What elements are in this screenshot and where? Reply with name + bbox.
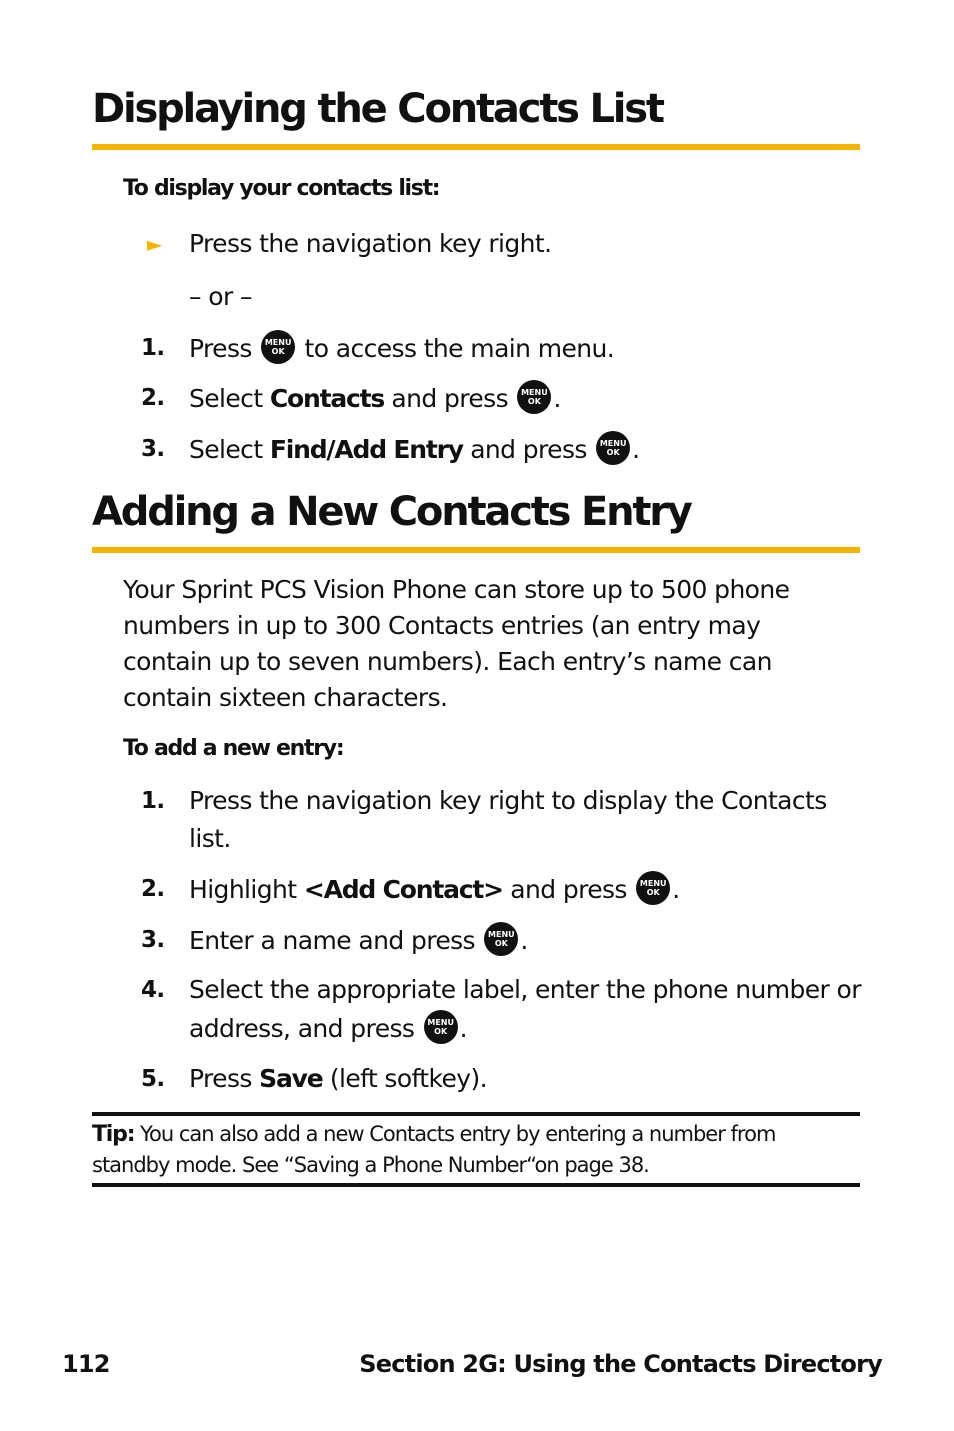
or-separator: – or –: [189, 282, 252, 311]
tip-label: Tip:: [92, 1122, 135, 1147]
tip-box: [92, 1119, 860, 1180]
subhead-display: To display your contacts list:: [123, 176, 440, 201]
menu-ok-key-icon: MENU OK: [636, 871, 670, 905]
subhead-add: To add a new entry:: [123, 736, 344, 761]
tip-top-rule: [92, 1112, 860, 1116]
manual-page: Displaying the Contacts List To display your contacts list: ► Press the navigation key right. – or – 1. Press MENU OK to access the main menu. 2. Select Contacts and press MENU OK . 3. Select Find/Add Entry and press MENU OK . Adding a New Contacts Entry Your Sprint PCS Vision Phone can store up to 500 phone numbers in up to 300 Contacts entries (an entry may contain up to seven numbers). Each entry’s name can contain sixteen characters. To add a new entry: 1. Press the navigation key right to display the Contacts list. 2. Highlight <Add Contact> and press MENU OK . 3. Enter a name and press MENU OK . 4. Select the appropriate label, enter the phone number or address, and press MENU OK . 5. Press Save (left softkey). Tip: You can also add a new Contacts entry by entering a number from standby mode. See “Saving a Phone Number“on page 38. 112 Section 2G: Using the Contacts Directory: [62, 86, 882, 1378]
menu-ok-key-icon: MENU OK: [424, 1010, 458, 1044]
tip-text: You can also add a new Contacts entry by entering a number from: [134, 1122, 776, 1146]
tip-text-2: standby mode. See “Saving a Phone Number“on page 38.: [92, 1153, 649, 1177]
menu-ok-key-icon: MENU OK: [484, 922, 518, 956]
section-footer: Section 2G: Using the Contacts Directory: [359, 1350, 882, 1378]
menu-ok-key-icon: MENU OK: [261, 330, 295, 364]
step-4-add-cont: address, and press MENU OK .: [189, 1013, 467, 1047]
title-underline: [92, 547, 860, 553]
menu-ok-key-icon: MENU OK: [596, 431, 630, 465]
section-title-adding: Adding a New Contacts Entry: [92, 489, 691, 535]
intro-paragraph: Your Sprint PCS Vision Phone can store up to 500 phone numbers in up to 300 Contacts entries (an entry may contain up to seven numbers). Each entry’s name can contain sixteen characters.: [123, 575, 790, 712]
triangle-bullet-icon: ►: [147, 232, 162, 256]
tip-bottom-rule: [92, 1183, 860, 1187]
page-number: 112: [62, 1350, 110, 1378]
title-underline: [92, 144, 860, 150]
menu-ok-key-icon: MENU OK: [517, 380, 551, 414]
section-title-displaying: Displaying the Contacts List: [92, 86, 663, 132]
step-1-add-cont: list.: [189, 824, 231, 853]
